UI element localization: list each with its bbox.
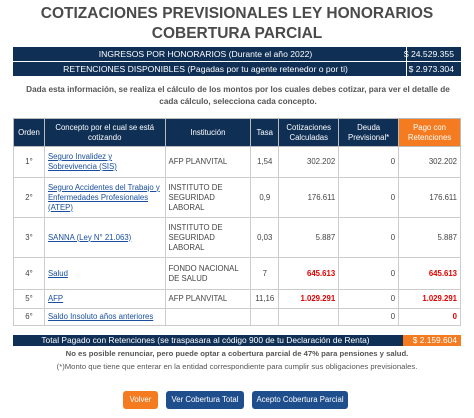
partial-coverage-note: No es posible renunciar, pero puede optar a cobertura parcial de 47% para pensiones y salud.	[65, 349, 409, 358]
concepto-link-sis[interactable]: Seguro Invalidez y Sobrevivencia (SIS)	[47, 152, 117, 171]
ingresos-value: $ 24.529.355	[403, 49, 454, 59]
info-text: Dada esta información, se realiza el cálculo de los montos por los cuales debes cotizar, para ver el detalle de cada cálculo, selecciona cada concepto.	[26, 85, 450, 106]
concepto-link-atep[interactable]: Seguro Accidentes del Trabajo y Enfermedades Profesionales (ATEP)	[47, 182, 160, 212]
cell-tasa: 0,03	[251, 218, 279, 258]
retenciones-value: $ 2.973.304	[408, 64, 454, 74]
cell-concepto	[44, 309, 165, 326]
table-row	[14, 178, 461, 218]
cell-orden: 3°	[14, 218, 45, 258]
cell-pago: 302.202	[399, 147, 461, 178]
header-calculadas: Cotizaciones Calculadas	[279, 119, 339, 147]
cell-pago: 645.613	[399, 258, 461, 290]
retenciones-divider	[406, 62, 407, 76]
cell-institucion: INSTITUTO DE SEGURIDAD LABORAL	[165, 178, 251, 218]
cell-calculadas	[279, 309, 339, 326]
cell-calculadas: 5.887	[279, 218, 339, 258]
total-value: $ 2.159.604	[403, 335, 461, 346]
table-row	[14, 290, 461, 309]
accept-partial-coverage-button[interactable]: Acepto Cobertura Parcial	[252, 391, 348, 409]
header-concepto: Concepto por el cual se está cotizando	[44, 119, 165, 147]
ingresos-label: INGRESOS POR HONORARIOS (Durante el año 2022)	[98, 49, 313, 59]
cell-institucion: FONDO NACIONAL DE SALUD	[165, 258, 251, 290]
cell-deuda: 0	[339, 258, 399, 290]
total-label: Total Pagado con Retenciones (se traspasara al código 900 de tu Declaración de Renta)	[41, 335, 370, 345]
total-bar	[13, 335, 461, 346]
cell-institucion: AFP PLANVITAL	[165, 290, 251, 309]
cell-pago: 0	[399, 309, 461, 326]
header-institucion: Institución	[165, 119, 251, 147]
cotizaciones-table	[13, 118, 461, 326]
page-title	[0, 4, 474, 44]
cell-concepto	[44, 147, 165, 178]
cell-orden: 5°	[14, 290, 45, 309]
cell-concepto	[44, 258, 165, 290]
cell-tasa	[251, 309, 279, 326]
footnote: (*)Monto que tiene que enterar en la entidad correspondiente para cumplir sus obligaciones previsionales.	[56, 362, 418, 371]
cell-deuda: 0	[339, 290, 399, 309]
concepto-link-salud[interactable]: Salud	[47, 268, 68, 278]
cell-tasa: 1,54	[251, 147, 279, 178]
cell-orden: 4°	[14, 258, 45, 290]
table-row	[14, 218, 461, 258]
cell-pago: 176.611	[399, 178, 461, 218]
concepto-link-saldo[interactable]: Saldo Insoluto años anteriores	[47, 312, 154, 321]
cell-tasa: 0,9	[251, 178, 279, 218]
cell-institucion: INSTITUTO DE SEGURIDAD LABORAL	[165, 218, 251, 258]
cell-pago: 1.029.291	[399, 290, 461, 309]
cell-calculadas: 302.202	[279, 147, 339, 178]
table-row	[14, 258, 461, 290]
cell-orden: 6°	[14, 309, 45, 326]
cell-institucion	[165, 309, 251, 326]
cell-concepto	[44, 178, 165, 218]
back-button[interactable]: Volver	[123, 391, 158, 409]
cell-deuda: 0	[339, 147, 399, 178]
table-row	[14, 309, 461, 326]
cell-tasa: 7	[251, 258, 279, 290]
concepto-link-sanna[interactable]: SANNA (Ley N° 21.063)	[47, 232, 132, 242]
cell-deuda: 0	[339, 218, 399, 258]
cell-institucion: AFP PLANVITAL	[165, 147, 251, 178]
concepto-link-afp[interactable]: AFP	[47, 294, 64, 303]
cell-tasa: 11,16	[251, 290, 279, 309]
page-title-line2: COBERTURA PARCIAL	[151, 25, 323, 42]
cell-concepto	[44, 290, 165, 309]
ingresos-bar	[13, 47, 461, 61]
page-title-line1: COTIZACIONES PREVISIONALES LEY HONORARIOS	[40, 5, 434, 22]
retenciones-label: RETENCIONES DISPONIBLES (Pagadas por tu agente retenedor o por ti)	[63, 64, 348, 74]
cell-pago: 5.887	[399, 218, 461, 258]
header-pago: Pago con Retenciones	[399, 119, 461, 147]
cell-concepto	[44, 218, 165, 258]
cell-orden: 2°	[14, 178, 45, 218]
cell-orden: 1°	[14, 147, 45, 178]
retenciones-bar	[13, 62, 461, 76]
cell-deuda: 0	[339, 178, 399, 218]
cell-calculadas: 645.613	[279, 258, 339, 290]
table-header-row	[14, 119, 461, 147]
table-row	[14, 147, 461, 178]
header-orden: Orden	[14, 119, 45, 147]
header-deuda: Deuda Previsional*	[339, 119, 399, 147]
view-total-coverage-button[interactable]: Ver Cobertura Total	[166, 391, 244, 409]
cell-calculadas: 1.029.291	[279, 290, 339, 309]
cell-calculadas: 176.611	[279, 178, 339, 218]
header-tasa: Tasa	[251, 119, 279, 147]
cell-deuda: 0	[339, 309, 399, 326]
